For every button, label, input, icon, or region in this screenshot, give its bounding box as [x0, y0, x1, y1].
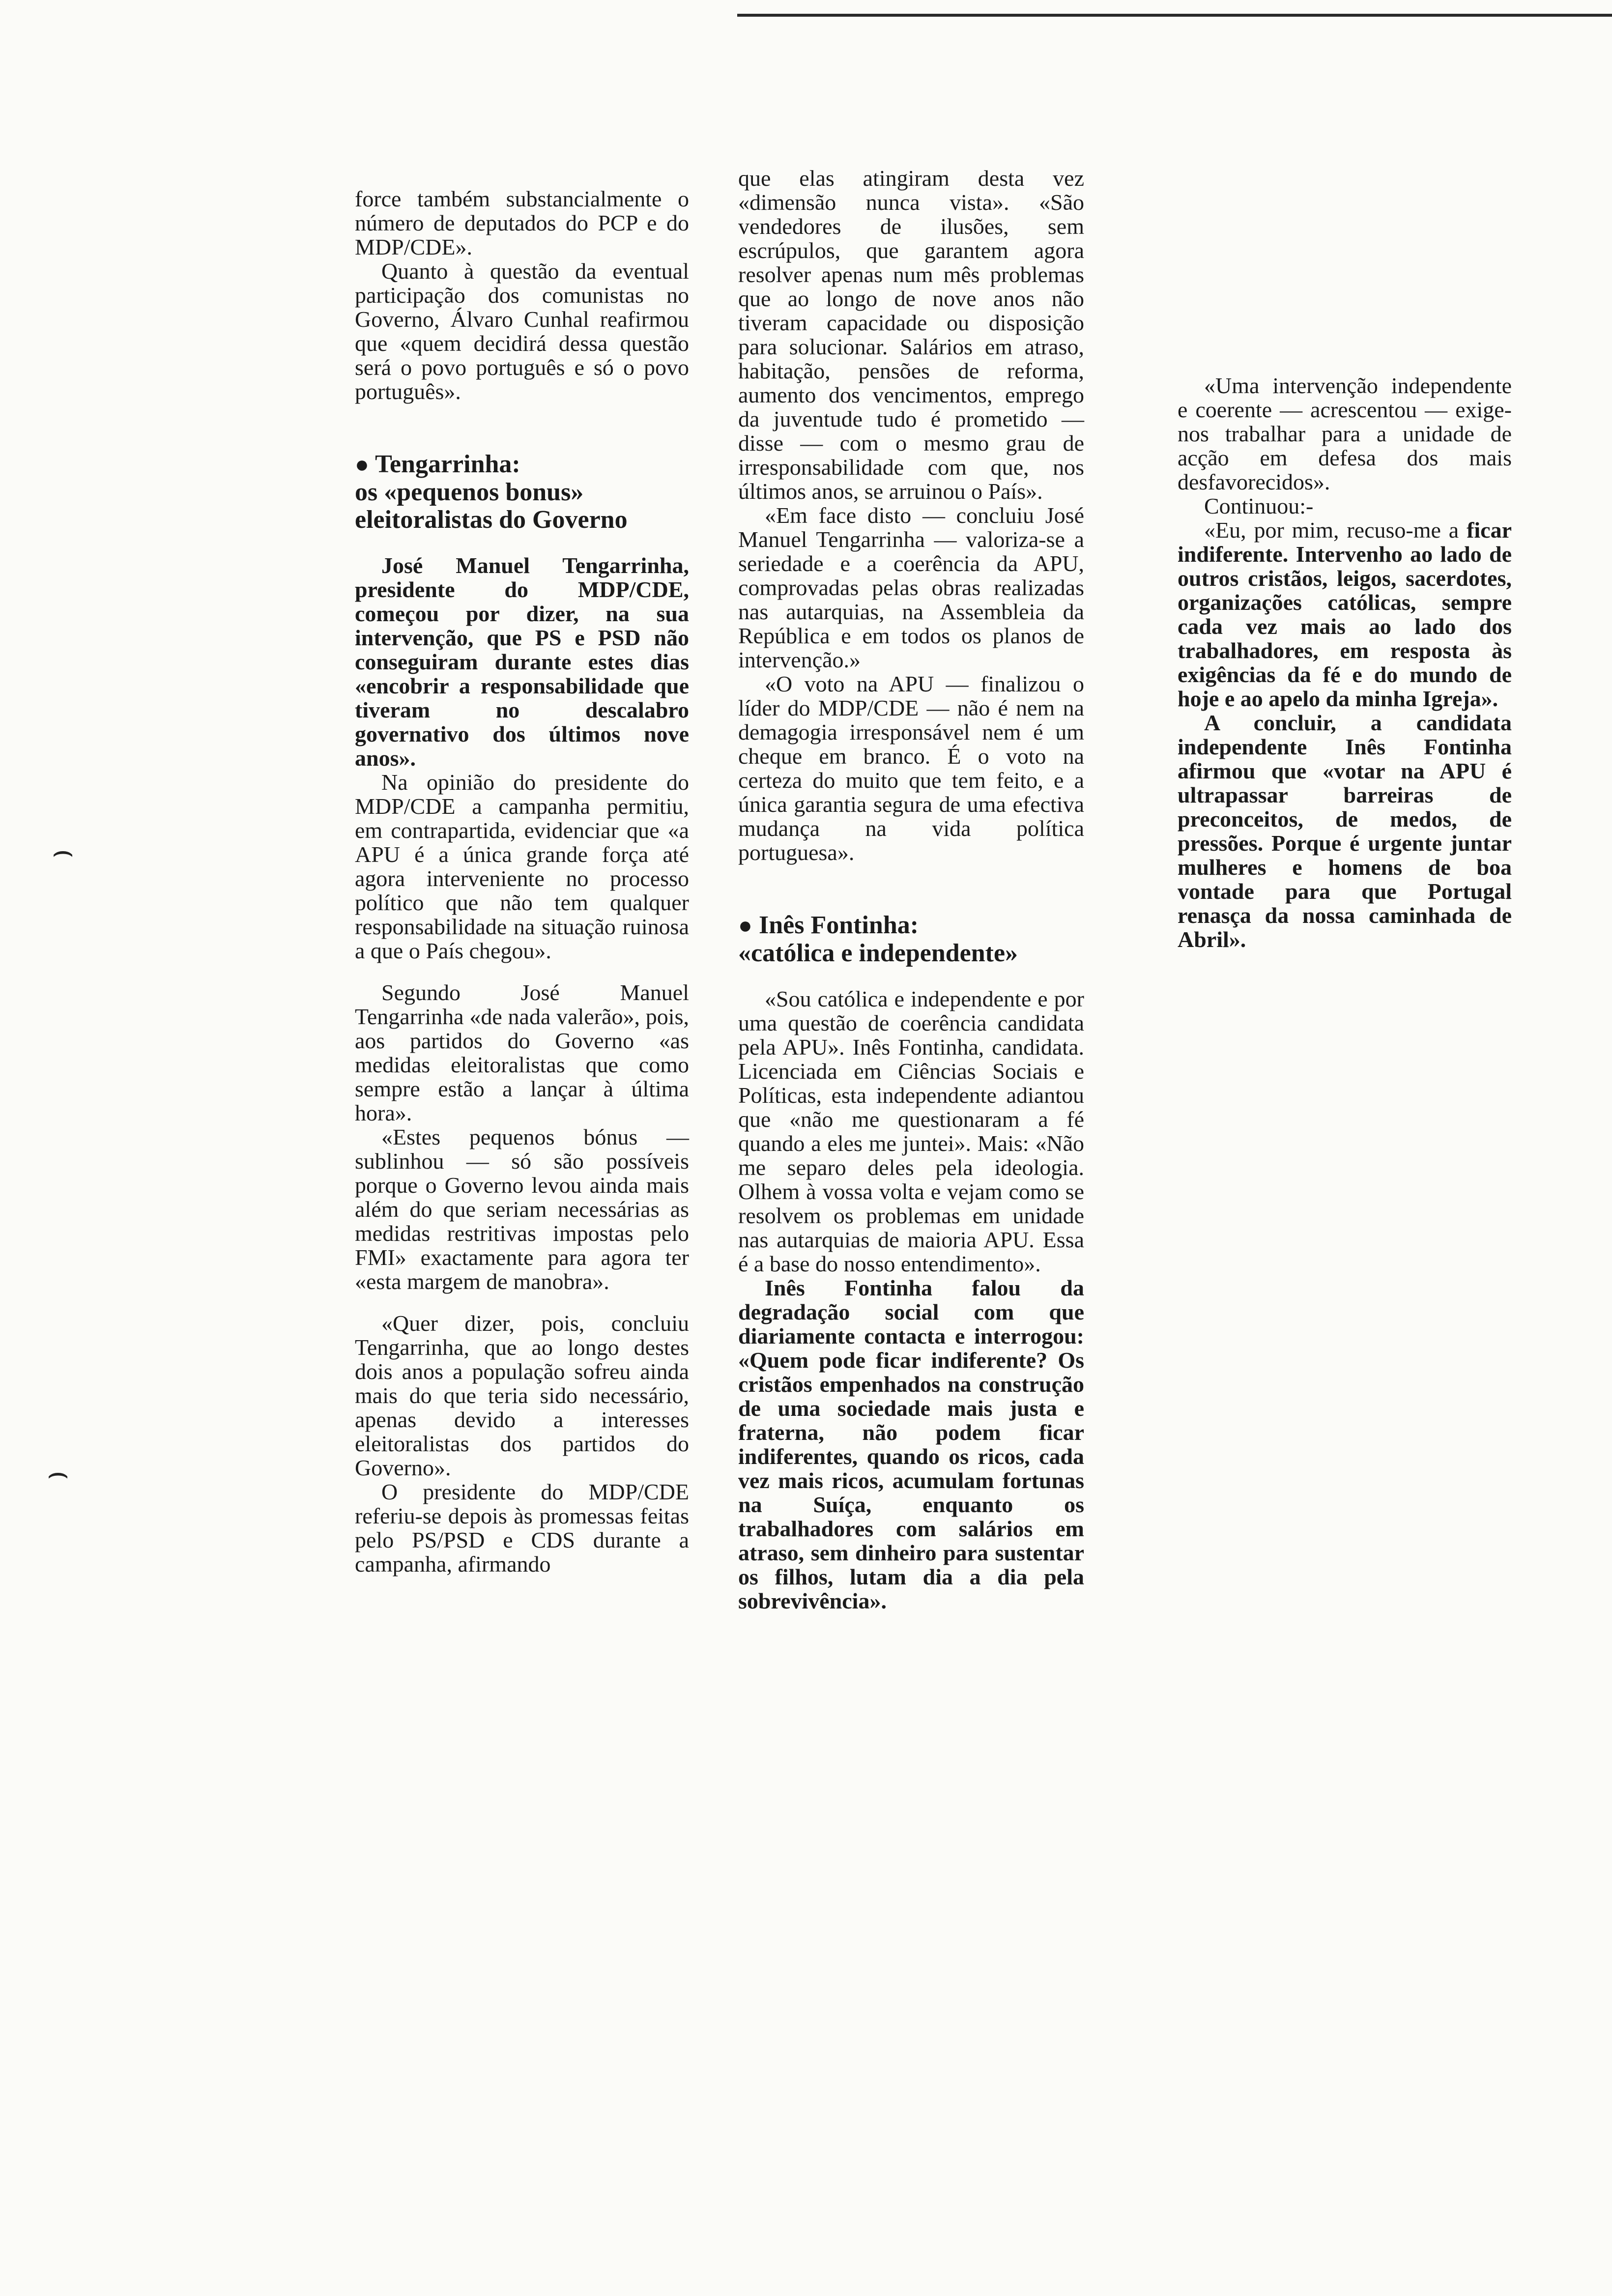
heading-title: Inês Fontinha:	[759, 911, 919, 939]
paragraph: Continuou:-	[1204, 493, 1314, 518]
paragraph: «Em face disto — concluiu José Manuel Tengarrinha — valoriza-se a seriedade e a coerência da APU, comprovadas pelas obras realizadas nas autarquias, na Assembleia da República e em todos os planos de intervenção.»	[738, 503, 1084, 672]
paragraph: Inês Fontinha falou da degradação social com que diariamente contacta e interrogou: «Quem pode ficar indiferente? Os cristãos empenhados na construção de uma sociedade mais justa e fraterna, não podem ficar indiferentes, quando os ricos, cada vez mais ricos, acumulam fortunas na Suíça, enquanto os trabalhadores com salários em atraso, sem dinheiro para sustentar os filhos, lutam dia a dia pela sobrevivência».	[738, 1275, 1084, 1613]
heading-subtitle: os «pequenos bonus» eleitoralistas do Governo	[355, 478, 628, 534]
paragraph: O presidente do MDP/CDE referiu-se depois às promessas feitas pelo PS/PSD e CDS durante a campanha, afirmando	[355, 1479, 689, 1577]
paragraph-bold-text: ficar indiferente. Intervenho ao lado de outros cristãos, leigos, sacerdotes, organizações católicas, sempre cada vez mais ao lado dos trabalhadores, em resposta às exigências da fé e do mundo de hoje e ao apelo da minha Igreja».	[1178, 517, 1512, 711]
paragraph: «O voto na APU — finalizou o líder do MDP/CDE — não é nem na demagogia irresponsável nem é um cheque em branco. É o voto na certeza do muito que tem feito, e a única garantia segura de uma efectiva mudança na vida política portuguesa».	[738, 671, 1084, 865]
section-heading-ines-fontinha	[738, 912, 1084, 967]
heading-title: Tengarrinha:	[375, 450, 520, 478]
article-column-2	[738, 166, 1084, 1613]
paragraph	[1178, 518, 1512, 711]
paragraph: Na opinião do presidente do MDP/CDE a campanha permitiu, em contrapartida, evidenciar que «a APU é a única grande força até agora interveniente no processo político que não tem qualquer responsabilidade na situação ruinosa a que o País chegou».	[355, 770, 689, 963]
paragraph: A concluir, a candidata independente Inês Fontinha afirmou que «votar na APU é ultrapassar barreiras de preconceitos, de medos, de pressões. Porque é urgente juntar mulheres e homens de boa vontade para que Portugal renasça da nossa caminhada de Abril».	[1178, 710, 1512, 952]
paragraph: «Quer dizer, pois, concluiu Tengarrinha, que ao longo destes dois anos a população sofreu ainda mais do que teria sido necessário, apenas devido a interesses eleitoralistas dos partidos do Governo».	[355, 1311, 689, 1480]
article-column-3	[1178, 373, 1512, 951]
top-border-line	[737, 14, 1612, 17]
paragraph: José Manuel Tengarrinha, presidente do MDP/CDE, começou por dizer, na sua intervenção, que PS e PSD não conseguiram durante estes dias «encobrir a responsabilidade que tiveram no descalabro governativo dos últimos nove anos».	[355, 553, 689, 771]
paragraph: «Estes pequenos bónus — sublinhou — só são possíveis porque o Governo levou ainda mais além do que seriam necessárias as medidas restritivas impostas pelo FMI» exactamente para agora ter «esta margem de manobra».	[355, 1124, 689, 1294]
paragraph: Quanto à questão da eventual participação dos comunistas no Governo, Álvaro Cunhal reafirmou que «quem decidirá dessa questão será o povo português e só o povo português».	[355, 258, 689, 404]
heading-subtitle: «católica e independente»	[738, 939, 1018, 967]
paragraph: «Sou católica e independente e por uma questão de coerência candidata pela APU». Inês Fontinha, candidata. Licenciada em Ciências Sociais e Políticas, esta independente adiantou que «não me questionaram a fé quando a eles me juntei». Mais: «Não me separo deles pela ideologia. Olhem à vossa volta e vejam como se resolvem os problemas em unidade nas autarquias de maioria APU. Essa é a base do nosso entendimento».	[738, 986, 1084, 1276]
margin-mark: ⌢	[52, 831, 75, 871]
paragraph: «Uma intervenção independente e coerente — acrescentou — exige-nos trabalhar para a unidade de acção em defesa dos mais desfavorecidos».	[1178, 373, 1512, 494]
margin-mark: ⌢	[47, 1452, 70, 1492]
section-heading-tengarrinha	[355, 451, 689, 534]
paragraph: Segundo José Manuel Tengarrinha «de nada valerão», pois, aos partidos do Governo «as medidas eleitoralistas que como sempre estão a lançar à última hora».	[355, 980, 689, 1125]
paragraph: force também substancialmente o número de deputados do PCP e do MDP/CDE».	[355, 186, 689, 259]
paragraph-lead: «Eu, por mim, recuso-me a	[1204, 517, 1459, 543]
bullet-icon: ●	[355, 452, 369, 478]
paragraph: que elas atingiram desta vez «dimensão nunca vista». «São vendedores de ilusões, sem escrúpulos, que garantem agora resolver apenas num mês problemas que ao longo de nove anos não tiveram capacidade ou disposição para solucionar. Salários em atraso, habitação, pensões de reforma, aumento dos vencimentos, emprego da juventude tudo é prometido — disse — com o mesmo grau de irresponsabilidade com que, nos últimos anos, se arruinou o País».	[738, 166, 1084, 504]
article-column-1	[355, 187, 689, 1576]
bullet-icon: ●	[738, 913, 752, 939]
